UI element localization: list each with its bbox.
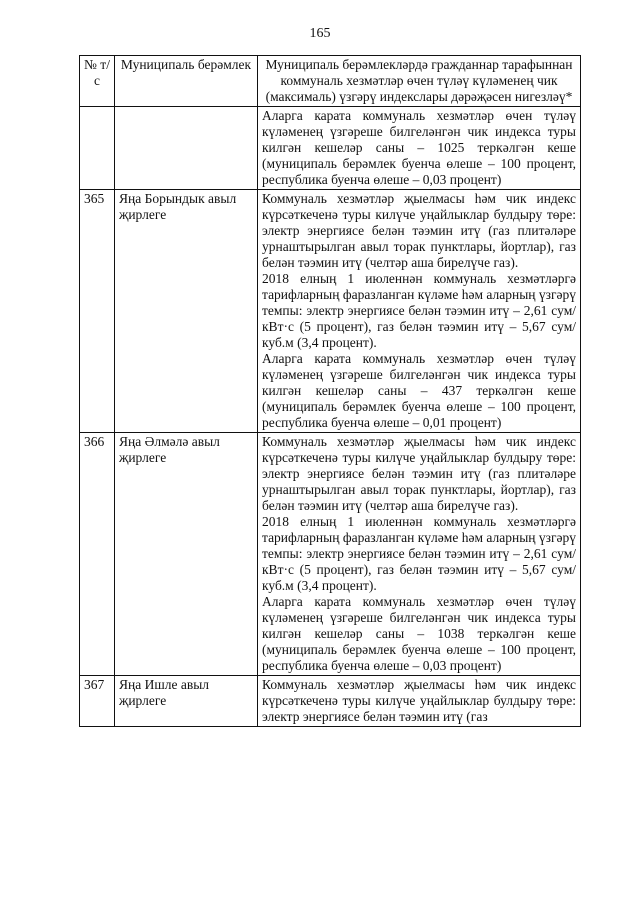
description-paragraph: 2018 елның 1 июленнән коммуналь хезмәтләргә тарифларның фаразланган күләме һәм аларның үзгәрү темпы: электр энергиясе белән тәэмин итү – 2,61 сум/кВт·с (5 процент), газ белән тәэмин итү – 5,67 сум/куб.м (3,4 процент). <box>262 514 576 593</box>
description-cell <box>258 190 581 433</box>
row-number: 367 <box>80 676 115 727</box>
header-description: Муниципаль берәмлекләрдә гражданнар тарафыннан коммуналь хезмәтләр өчен түләү күләменең чик (максималь) үзгәрү индекслары дәрәҗәсен нигезләү* <box>258 56 581 107</box>
description-paragraph: Коммуналь хезмәтләр җыелмасы һәм чик индекс күрсәткеченә туры килүче уңайлыклар булдыру төре: электр энергиясе белән тәэмин итү (газ <box>262 677 576 724</box>
row-number: 366 <box>80 433 115 676</box>
description-paragraph: 2018 елның 1 июленнән коммуналь хезмәтләргә тарифларның фаразланган күләме һәм аларның үзгәрү темпы: электр энергиясе белән тәэмин итү – 2,61 сум/кВт·с (5 процент), газ белән тәэмин итү – 5,67 сум/куб.м (3,4 процент). <box>262 271 576 350</box>
municipality-name: Яңа Әлмәлә авыл җирлеге <box>115 433 258 676</box>
description-paragraph: Коммуналь хезмәтләр җыелмасы һәм чик индекс күрсәткеченә туры килүче уңайлыклар булдыру төре: электр энергиясе белән тәэмин итү (газ плитәләре урнаштырылган авыл торак пунктлары, йортлар), газ белән тәэмин итү (челтәр аша бирелүче газ). <box>262 434 576 513</box>
table-row <box>80 433 581 676</box>
row-number: 365 <box>80 190 115 433</box>
municipality-name: Яңа Ишле авыл җирлеге <box>115 676 258 727</box>
municipality-name: Яңа Борындык авыл җирлеге <box>115 190 258 433</box>
header-municipality: Муниципаль берәмлек <box>115 56 258 107</box>
table-row <box>80 676 581 727</box>
continuation-number-cell <box>80 107 115 190</box>
description-paragraph: Аларга карата коммуналь хезмәтләр өчен түләү күләменең үзгәреше билгеләнгән чик индекса туры килгән кешеләр саны – 437 теркәлгән кеше (муниципаль берәмлек буенча өлеше – 100 процент, республика буенча өлеше – 0,01 процент) <box>262 351 576 430</box>
table-row <box>80 190 581 433</box>
page-number: 165 <box>309 26 331 41</box>
description-cell <box>258 433 581 676</box>
table-row-continuation <box>80 107 581 190</box>
continuation-name-cell <box>115 107 258 190</box>
description-paragraph: Коммуналь хезмәтләр җыелмасы һәм чик индекс күрсәткеченә туры килүче уңайлыклар булдыру төре: электр энергиясе белән тәэмин итү (газ плитәләре урнаштырылган авыл торак пунктлары, йортлар), газ белән тәэмин итү (челтәр аша бирелүче газ). <box>262 191 576 270</box>
description-paragraph: Аларга карата коммуналь хезмәтләр өчен түләү күләменең үзгәреше билгеләнгән чик индекса туры килгән кешеләр саны – 1038 теркәлгән кеше (муниципаль берәмлек буенча өлеше – 100 процент, республика буенча өлеше – 0,03 процент) <box>262 594 576 673</box>
municipal-index-table <box>79 55 581 727</box>
table-header-row <box>80 56 581 107</box>
header-number: № т/с <box>80 56 115 107</box>
continuation-description-cell <box>258 107 581 190</box>
description-paragraph: Аларга карата коммуналь хезмәтләр өчен түләү күләменең үзгәреше билгеләнгән чик индекса туры килгән кешеләр саны – 1025 теркәлгән кеше (муниципаль берәмлек буенча өлеше – 100 процент, республика буенча өлеше – 0,03 процент) <box>262 108 576 187</box>
description-cell <box>258 676 581 727</box>
